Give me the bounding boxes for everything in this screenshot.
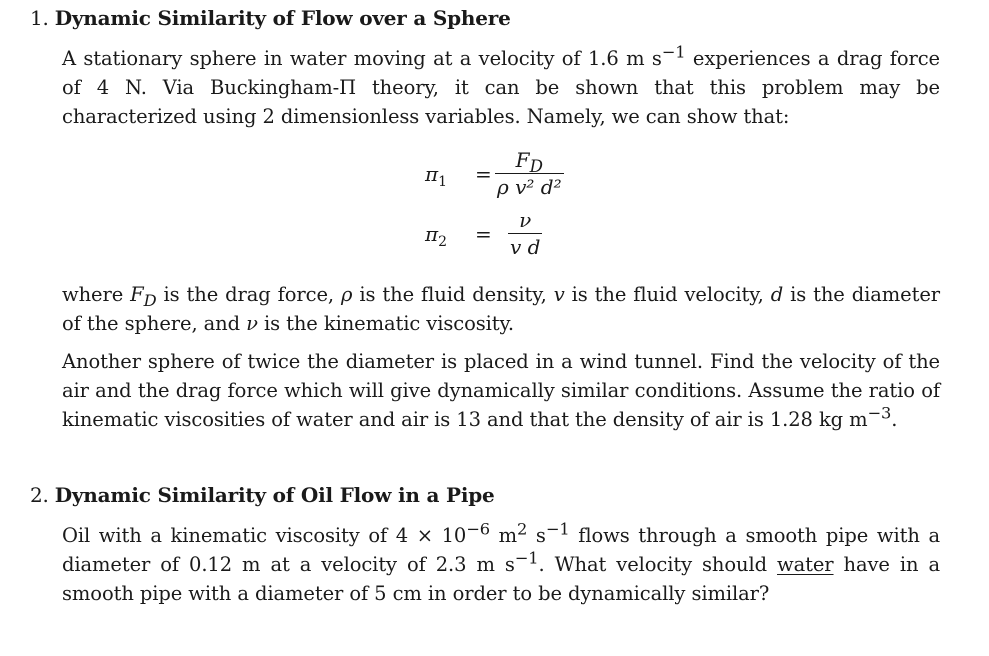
underlined-water: water xyxy=(777,553,834,576)
intro-exponent: −1 xyxy=(661,42,686,62)
problem-1-title xyxy=(30,6,511,30)
problem-2-number: 2. xyxy=(30,483,49,507)
eq2-numerator: ν xyxy=(519,208,532,232)
var-force: $F_D$ xyxy=(130,283,157,310)
eq2-fraction-bar xyxy=(508,233,542,234)
equation-block xyxy=(395,148,615,263)
problem-2-title-text: Dynamic Similarity of Oil Flow in a Pipe xyxy=(54,483,495,507)
var-density: ρ xyxy=(340,283,353,306)
var-diameter: d xyxy=(770,283,784,306)
equation-pi2 xyxy=(395,208,615,262)
var-velocity: v xyxy=(553,283,565,306)
eq1-fraction xyxy=(495,148,564,199)
problem-2-body: Oil with a kinematic viscosity of $4 \times 10^{-6}$ $m^2$ $s^{-1}$ flows through a smooth pipe with a diameter of 0.12 m at a velocity of 2.3 m $s^{-1}$. What velocity should water have in a smooth pipe with a diameter of 5 cm in order to be dynamically similar? xyxy=(62,519,940,605)
eq2-fraction xyxy=(508,208,542,259)
eq1-equals: = xyxy=(475,162,492,186)
var-viscosity: ν xyxy=(246,312,258,335)
problem-1-title-text: Dynamic Similarity of Flow over a Sphere xyxy=(54,6,511,30)
problem-2-title xyxy=(30,483,495,507)
eq1-denominator: ρ v² d² xyxy=(497,175,562,199)
eq1-numerator: $F_D$ xyxy=(515,148,543,176)
eq2-lhs: $\pi_2$ xyxy=(425,222,448,250)
problem-1-task: Another sphere of twice the diameter is placed in a wind tunnel. Find the velocity of the air and the drag force which will give dynamically similar conditions. Assume the ratio of kinematic viscosities of water and air is 13 and that the density of air is 1.28 kg $m^{-3}$. xyxy=(62,350,940,431)
problem-1-variable-definitions: where $F_D$ is the drag force, ρ is the fluid density, v is the fluid velocity, d is the diameter of the sphere, and ν is the kinematic viscosity. xyxy=(62,283,941,335)
eq2-denominator: v d xyxy=(510,235,541,259)
task-exponent: −3 xyxy=(867,403,892,423)
equation-pi1 xyxy=(395,148,615,202)
problem-1-number: 1. xyxy=(30,6,49,30)
intro-text: A stationary sphere in water moving at a velocity of 1.6 m s xyxy=(62,47,662,70)
intro-text-cont: experiences a drag force of 4 N. Via Buckingham-Π theory, it can be shown that this problem may be characterized using 2 dimensionless variables. Namely, we can show that: xyxy=(62,47,940,128)
problem-1-intro xyxy=(62,44,940,131)
eq2-equals: = xyxy=(475,222,492,246)
eq1-lhs: $\pi_1$ xyxy=(425,162,448,190)
